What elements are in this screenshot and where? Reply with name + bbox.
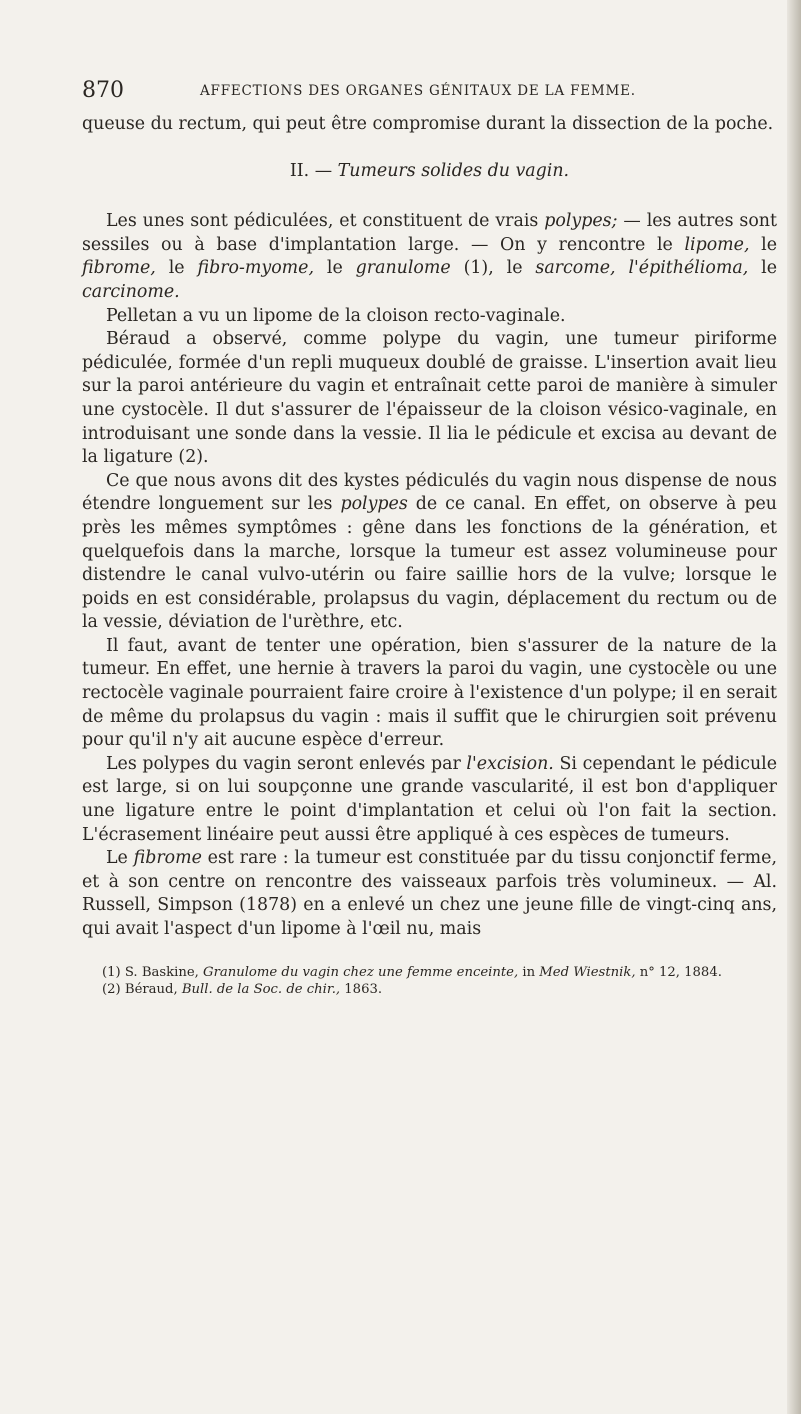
p7-text-2: est rare : la tumeur est constituée par du tissu conjonctif ferme, et à son centre on rencontre des vaisseaux parfois très volumineux. — Al. Russell, Simpson (1878) en a enlevé un chez une jeune fille de vingt-cinq ans, qui avait l'aspect d'un lipome à l'œil nu, mais [82, 848, 777, 939]
fn1-text-3: n° 12, 1884. [635, 964, 722, 980]
fn1-em-1: Granulome du vagin chez une femme enceinte, [203, 964, 519, 980]
p1-em-3: fibrome, [82, 258, 156, 279]
running-title: AFFECTIONS DES ORGANES GÉNITAUX DE LA FEMME. [200, 83, 636, 99]
fn2-text-1: (2) Béraud, [102, 982, 182, 998]
page-edge-shadow [787, 0, 801, 1414]
paragraph-2: Pelletan a vu un lipome de la cloison recto-vaginale. [106, 305, 566, 326]
p4-text-1: Ce que nous avons dit des kystes pédiculés du vagin nous dispense de nous étendre longuement sur les [82, 470, 777, 515]
p6-text-2: Si cependant le pédicule est large, si on lui soupçonne une grande vascularité, il est bon d'appliquer une ligature entre le point d'implantation et celui où l'on fait la section. L'écrasement linéaire peut aussi être appliqué à ces espèces de tumeurs. [82, 753, 777, 845]
footnotes [82, 964, 777, 999]
p1-em-5: granulome [355, 258, 451, 279]
paragraph-1 [82, 210, 777, 304]
continuation-paragraph: queuse du rectum, qui peut être compromise durant la dissection de la poche. [82, 114, 774, 134]
paragraph-5: Il faut, avant de tenter une opération, bien s'assurer de la nature de la tumeur. En effet, une hernie à travers la paroi du vagin, une cystocèle ou une rectocèle vaginale pourraient faire croire à l'existence d'un polype; il en serait de même du prolapsus du vagin : mais il suffit que le chirurgien soit prévenu pour qu'il n'y ait aucune espèce d'erreur. [82, 635, 777, 751]
paragraph-6 [82, 753, 777, 847]
p1-em-8: carcinome. [82, 281, 180, 302]
fn2-em-1: Bull. de la Soc. de chir., [181, 982, 341, 998]
body-text [82, 113, 777, 942]
p1-em-2: lipome, [684, 234, 750, 255]
p1-em-7: l'épithélioma, [628, 258, 749, 279]
paragraph-7 [82, 847, 777, 941]
p1-em-1: polypes; [544, 211, 618, 232]
section-heading [82, 160, 777, 184]
p1-text-1: Les unes sont pédiculées, et constituent de vrais [106, 211, 545, 232]
p1-text-6: (1), le [450, 258, 536, 279]
p1-em-6: sarcome, [535, 258, 616, 279]
section-title: Tumeurs solides du vagin. [337, 160, 570, 181]
p6-em-1: l'excision. [466, 753, 554, 774]
p4-text-2: de ce canal. En effet, on observe à peu près les mêmes symptômes : gêne dans les fonctions de la génération, et quelquefois dans la marche, lorsque la tumeur est assez volumineuse pour distendre le canal vulvo-utérin ou faire saillie hors de la vulve; lorsque le poids en est considérable, prolapsus du vagin, déplacement du rectum ou de la vessie, déviation de l'urèthre, etc. [82, 494, 777, 633]
p1-text-5: le [313, 258, 356, 279]
page-number: 870 [82, 78, 124, 103]
fn1-text-2: in [518, 964, 540, 980]
running-head [82, 74, 777, 103]
p1-em-4: fibro-myome, [197, 258, 314, 279]
p1-text-7 [616, 258, 629, 278]
p4-em-1: polypes [340, 494, 408, 515]
fn1-text-1: (1) S. Baskine, [102, 964, 204, 980]
fn2-text-2: 1863. [340, 982, 383, 998]
paragraph-4 [82, 470, 777, 635]
fn1-em-2: Med Wiestnik, [539, 964, 636, 980]
p7-text-1: Le [106, 848, 134, 869]
footnote-1 [82, 964, 777, 982]
p1-text-3: le [749, 234, 777, 255]
p7-em-1: fibrome [133, 848, 202, 869]
section-number: II. — [289, 160, 333, 181]
p1-text-8: le [748, 258, 777, 279]
p6-text-1: Les polypes du vagin seront enlevés par [106, 753, 467, 774]
p1-text-2: — les autres sont sessiles ou à base d'implantation large. — On y rencontre le [82, 211, 777, 255]
footnote-2 [82, 981, 777, 999]
book-page [82, 74, 777, 999]
paragraph-3: Béraud a observé, comme polype du vagin, une tumeur piriforme pédiculée, formée d'un repli muqueux doublé de graisse. L'insertion avait lieu sur la paroi antérieure du vagin et entraînait cette paroi de manière à simuler une cystocèle. Il dut s'assurer de l'épaisseur de la cloison vésico-vaginale, en introduisant une sonde dans la vessie. Il lia le pédicule et excisa au devant de la ligature (2). [82, 329, 777, 468]
p1-text-4: le [155, 258, 198, 279]
